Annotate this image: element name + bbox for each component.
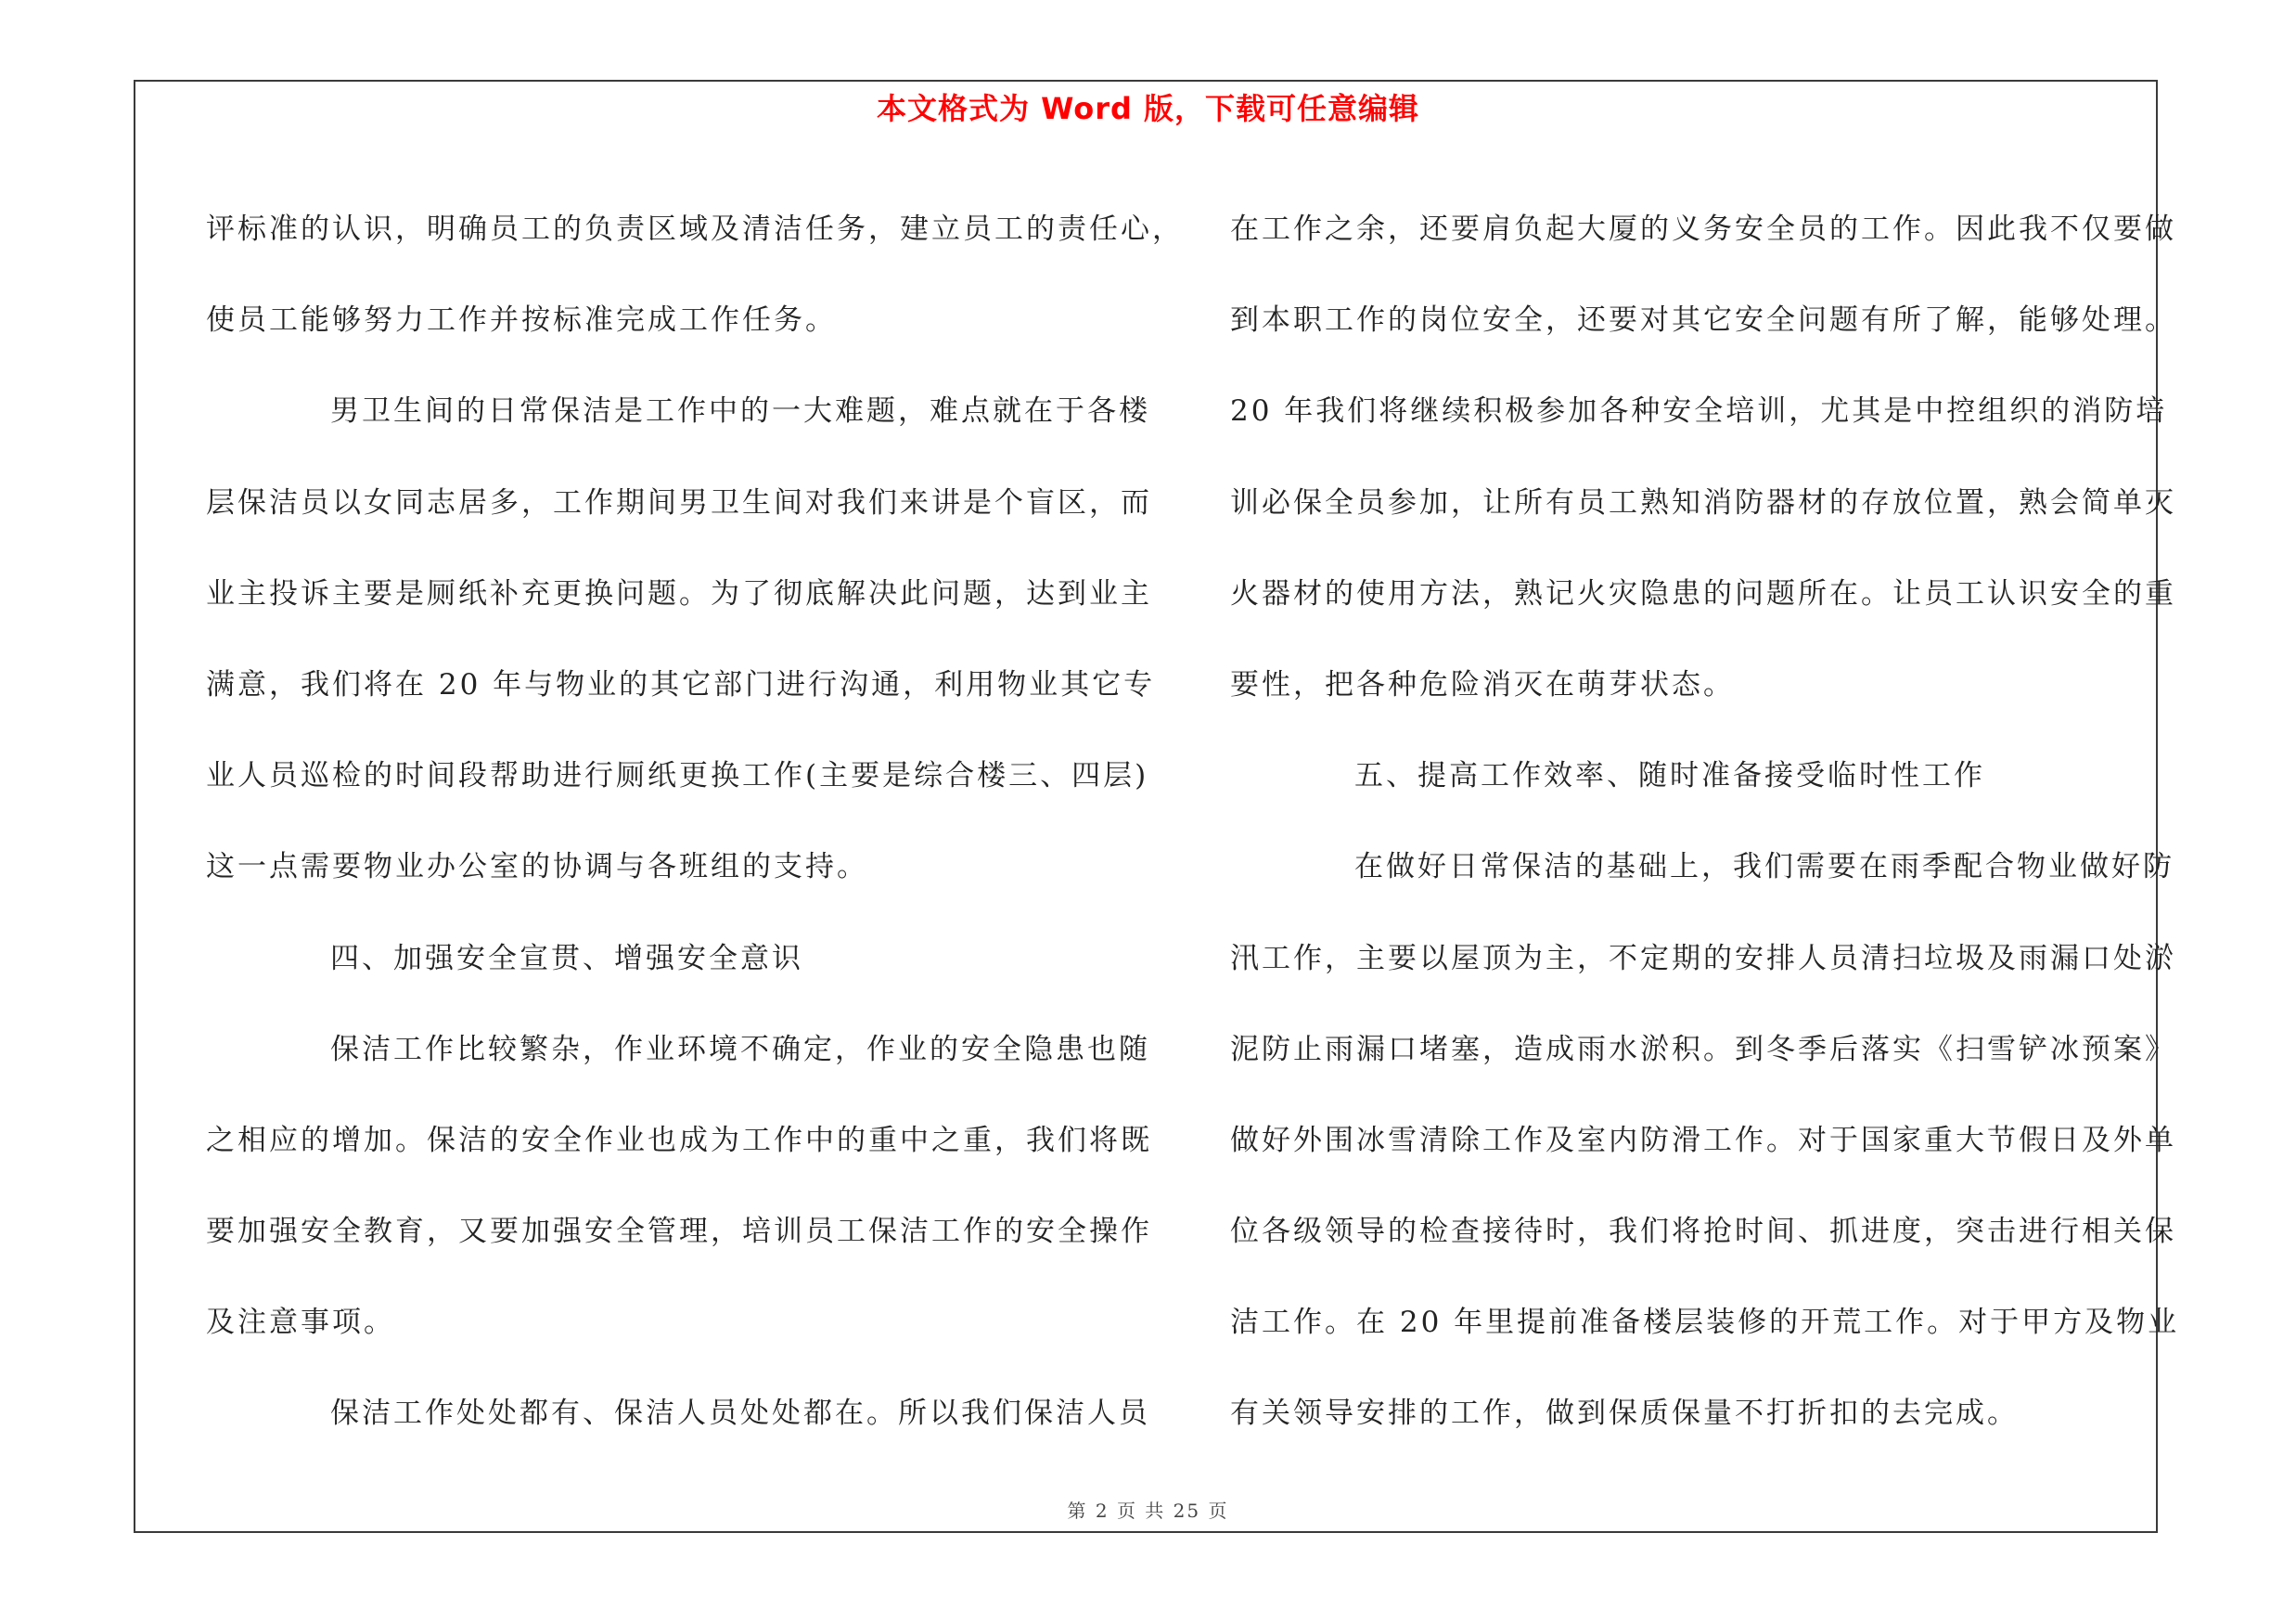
text-line: 保洁工作处处都有、保洁人员处处都在。所以我们保洁人员: [330, 1397, 1150, 1431]
left-text-column: [206, 184, 1184, 1460]
text-line: 保洁工作比较繁杂，作业环境不确定，作业的安全隐患也随: [330, 1032, 1150, 1066]
text-line: 汛工作，主要以屋顶为主，不定期的安排人员清扫垃圾及雨漏口处淤: [1230, 941, 2176, 975]
text-line: 有关领导安排的工作，做到保质保量不打折扣的去完成。: [1230, 1397, 2019, 1431]
page-number-footer: 第 2 页 共 25 页: [1067, 1500, 1229, 1522]
text-line: 满意，我们将在 20 年与物业的其它部门进行沟通，利用物业其它专: [206, 667, 1156, 702]
text-line: 20 年我们将继续积极参加各种安全培训，尤其是中控组织的消防培: [1230, 394, 2168, 429]
text-line: 洁工作。在 20 年里提前准备楼层装修的开荒工作。对于甲方及物业: [1230, 1306, 2180, 1340]
text-line: 这一点需要物业办公室的协调与各班组的支持。: [206, 850, 868, 884]
text-line: 在做好日常保洁的基础上，我们需要在雨季配合物业做好防: [1354, 850, 2174, 884]
text-line: 泥防止雨漏口堵塞，造成雨水淤积。到冬季后落实《扫雪铲冰预案》: [1230, 1032, 2176, 1066]
text-line: 评标准的认识，明确员工的负责区域及清洁任务，建立员工的责任心，: [206, 213, 1184, 246]
text-line: 四、加强安全宣贯、增强安全意识: [330, 941, 803, 975]
text-line: 位各级领导的检查接待时，我们将抢时间、抓进度，突击进行相关保: [1230, 1215, 2176, 1249]
text-line: 及注意事项。: [206, 1306, 395, 1340]
text-line: 层保洁员以女同志居多，工作期间男卫生间对我们来讲是个盲区，而: [206, 485, 1152, 520]
text-line: 业人员巡检的时间段帮助进行厕纸更换工作(主要是综合楼三、四层): [206, 759, 1149, 793]
text-line: 之相应的增加。保洁的安全作业也成为工作中的重中之重，我们将既: [206, 1123, 1152, 1157]
text-line: 使员工能够努力工作并按标准完成工作任务。: [206, 303, 837, 338]
right-text-column: [1230, 184, 2180, 1460]
text-line: 要性，把各种危险消灭在萌芽状态。: [1230, 667, 1735, 702]
text-line: 要加强安全教育，又要加强安全管理，培训员工保洁工作的安全操作: [206, 1215, 1152, 1249]
text-line: 五、提高工作效率、随时准备接受临时性工作: [1354, 759, 1985, 793]
text-line: 业主投诉主要是厕纸补充更换问题。为了彻底解决此问题，达到业主: [206, 576, 1152, 611]
text-line: 在工作之余，还要肩负起大厦的义务安全员的工作。因此我不仅要做: [1230, 213, 2176, 246]
text-line: 做好外围冰雪清除工作及室内防滑工作。对于国家重大节假日及外单: [1230, 1123, 2176, 1157]
text-line: 火器材的使用方法，熟记火灾隐患的问题所在。让员工认识安全的重: [1230, 576, 2176, 611]
text-line: 训必保全员参加，让所有员工熟知消防器材的存放位置，熟会简单灭: [1230, 485, 2176, 520]
word-format-banner: 本文格式为 Word 版，下载可任意编辑: [876, 91, 1420, 126]
text-line: 男卫生间的日常保洁是工作中的一大难题，难点就在于各楼: [330, 394, 1150, 429]
text-line: 到本职工作的岗位安全，还要对其它安全问题有所了解，能够处理。: [1230, 303, 2176, 338]
